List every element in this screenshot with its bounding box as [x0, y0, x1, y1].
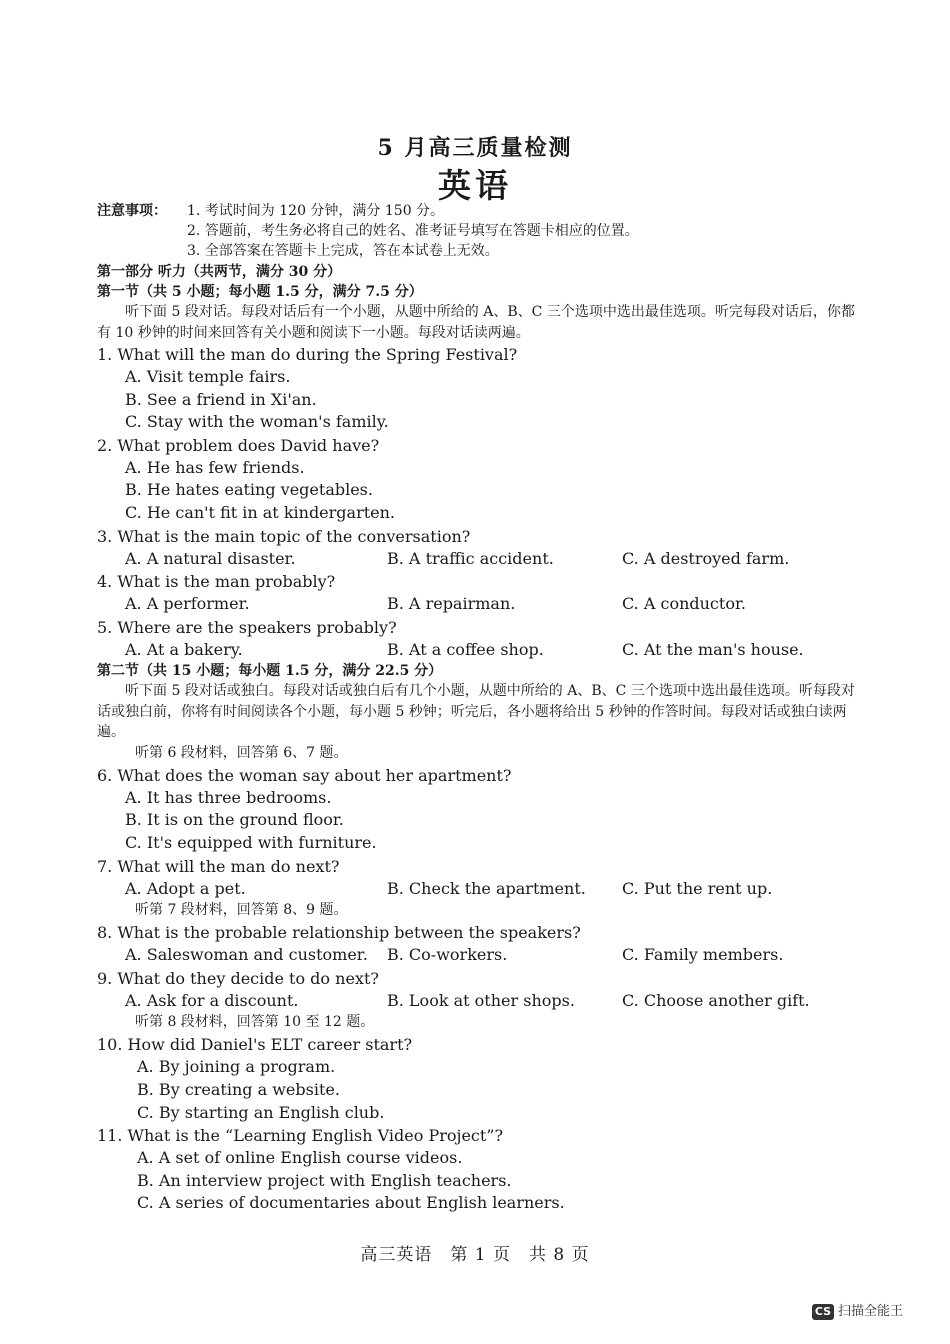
- option-c: C. Family members.: [622, 945, 784, 965]
- option-a: A. Ask for a discount.: [125, 990, 299, 1010]
- question-stem: 1. What will the man do during the Spring Festival?: [97, 345, 518, 364]
- section1-title: 第一节（共 5 小题；每小题 1.5 分，满分 7.5 分）: [97, 284, 423, 300]
- question-stem: 7. What will the man do next?: [97, 856, 340, 876]
- exam-content: [97, 262, 857, 1215]
- option-c: C. By starting an English club.: [137, 1102, 385, 1122]
- option-b: B. By creating a website.: [137, 1080, 340, 1099]
- question-stem: 4. What is the man probably?: [97, 572, 336, 592]
- options-row: [97, 990, 857, 1013]
- question-stem: 2. What problem does David have?: [97, 435, 380, 455]
- material-note: 听第 6 段材料，回答第 6、7 题。: [135, 744, 348, 761]
- option-a: A. Saleswoman and customer.: [125, 945, 368, 965]
- option-a: A. At a bakery.: [125, 639, 243, 659]
- question-stem: 5. Where are the speakers probably?: [97, 617, 397, 637]
- option-c: C. It's equipped with furniture.: [125, 833, 377, 853]
- option-a: A. By joining a program.: [137, 1057, 336, 1077]
- option-b: B. He hates eating vegetables.: [125, 480, 373, 500]
- section1-instructions: 听下面 5 段对话。每段对话后有一个小题，从题中所给的 A、B、C 三个选项中选出最佳选项。听完每段对话后，你都有 10 秒钟的时间来回答有关小题和阅读下一小题。每段对话读两遍。: [97, 304, 855, 341]
- option-b: B. It is on the ground floor.: [125, 810, 344, 830]
- question-stem: 9. What do they decide to do next?: [97, 968, 379, 988]
- option-a: A. A performer.: [125, 594, 250, 614]
- options-row: [97, 944, 857, 967]
- options-row: [97, 548, 857, 571]
- option-c: C. A conductor.: [622, 594, 746, 614]
- watermark-text: 扫描全能王: [838, 1304, 904, 1319]
- option-a: A. Adopt a pet.: [125, 878, 246, 898]
- notes-block: [97, 201, 639, 261]
- options-row: [97, 878, 857, 901]
- option-b: B. At a coffee shop.: [387, 639, 544, 659]
- option-c: C. Choose another gift.: [622, 990, 810, 1010]
- option-a: A. He has few friends.: [125, 457, 305, 477]
- option-b: B. A traffic accident.: [387, 548, 554, 568]
- question-stem: 10. How did Daniel's ELT career start?: [97, 1035, 413, 1055]
- option-b: B. Look at other shops.: [387, 990, 575, 1010]
- scanner-logo-icon: CS: [812, 1304, 834, 1320]
- part1-title: 第一部分 听力（共两节，满分 30 分）: [97, 264, 342, 280]
- note-item: 2. 答题前，考生务必将自己的姓名、准考证号填写在答题卡相应的位置。: [187, 223, 639, 239]
- material-note: 听第 7 段材料，回答第 8、9 题。: [135, 902, 348, 919]
- section2-title: 第二节（共 15 小题；每小题 1.5 分，满分 22.5 分）: [97, 663, 443, 680]
- option-c: C. He can't fit in at kindergarten.: [125, 502, 396, 522]
- option-b: B. Co-workers.: [387, 945, 508, 965]
- note-item: 1. 考试时间为 120 分钟，满分 150 分。: [187, 203, 445, 219]
- scanner-watermark: [812, 1300, 903, 1320]
- page-footer: 高三英语 第 1 页 共 8 页: [360, 1245, 590, 1265]
- option-c: C. At the man's house.: [622, 639, 804, 659]
- question-stem: 8. What is the probable relationship between the speakers?: [97, 923, 581, 943]
- section2-instructions: 听下面 5 段对话或独白。每段对话或独白后有几个小题，从题中所给的 A、B、C 三个选项中选出最佳选项。听每段对话或独白前，你将有时间阅读各个小题，每小题 5 秒钟；听完后，各小题将给出 5 秒钟的作答时间。每段对话或独白读两遍。: [97, 683, 855, 741]
- option-a: A. It has three bedrooms.: [125, 787, 332, 807]
- question-stem: 6. What does the woman say about her apartment?: [97, 765, 512, 785]
- option-c: C. A destroyed farm.: [622, 548, 790, 568]
- question-stem: 11. What is the “Learning English Video Project”?: [97, 1126, 504, 1146]
- exam-title: 5 月高三质量检测: [377, 135, 573, 161]
- option-b: B. An interview project with English teachers.: [137, 1170, 512, 1190]
- note-item: 3. 全部答案在答题卡上完成，答在本试卷上无效。: [187, 243, 499, 259]
- option-b: B. See a friend in Xi'an.: [125, 389, 317, 409]
- option-a: A. Visit temple fairs.: [125, 367, 291, 386]
- option-a: A. A set of online English course videos.: [137, 1148, 463, 1168]
- option-b: B. A repairman.: [387, 594, 516, 614]
- subject-title: 英语: [438, 166, 512, 205]
- option-a: A. A natural disaster.: [125, 548, 296, 568]
- notes-label: 注意事项：: [97, 203, 167, 219]
- option-c: C. Stay with the woman's family.: [125, 412, 389, 432]
- option-c: C. A series of documentaries about English learners.: [137, 1193, 565, 1213]
- question-stem: 3. What is the main topic of the conversation?: [97, 526, 471, 546]
- options-row: [97, 639, 857, 662]
- option-c: C. Put the rent up.: [622, 878, 773, 898]
- material-note: 听第 8 段材料，回答第 10 至 12 题。: [135, 1014, 375, 1031]
- options-row: [97, 593, 857, 616]
- option-b: B. Check the apartment.: [387, 878, 586, 898]
